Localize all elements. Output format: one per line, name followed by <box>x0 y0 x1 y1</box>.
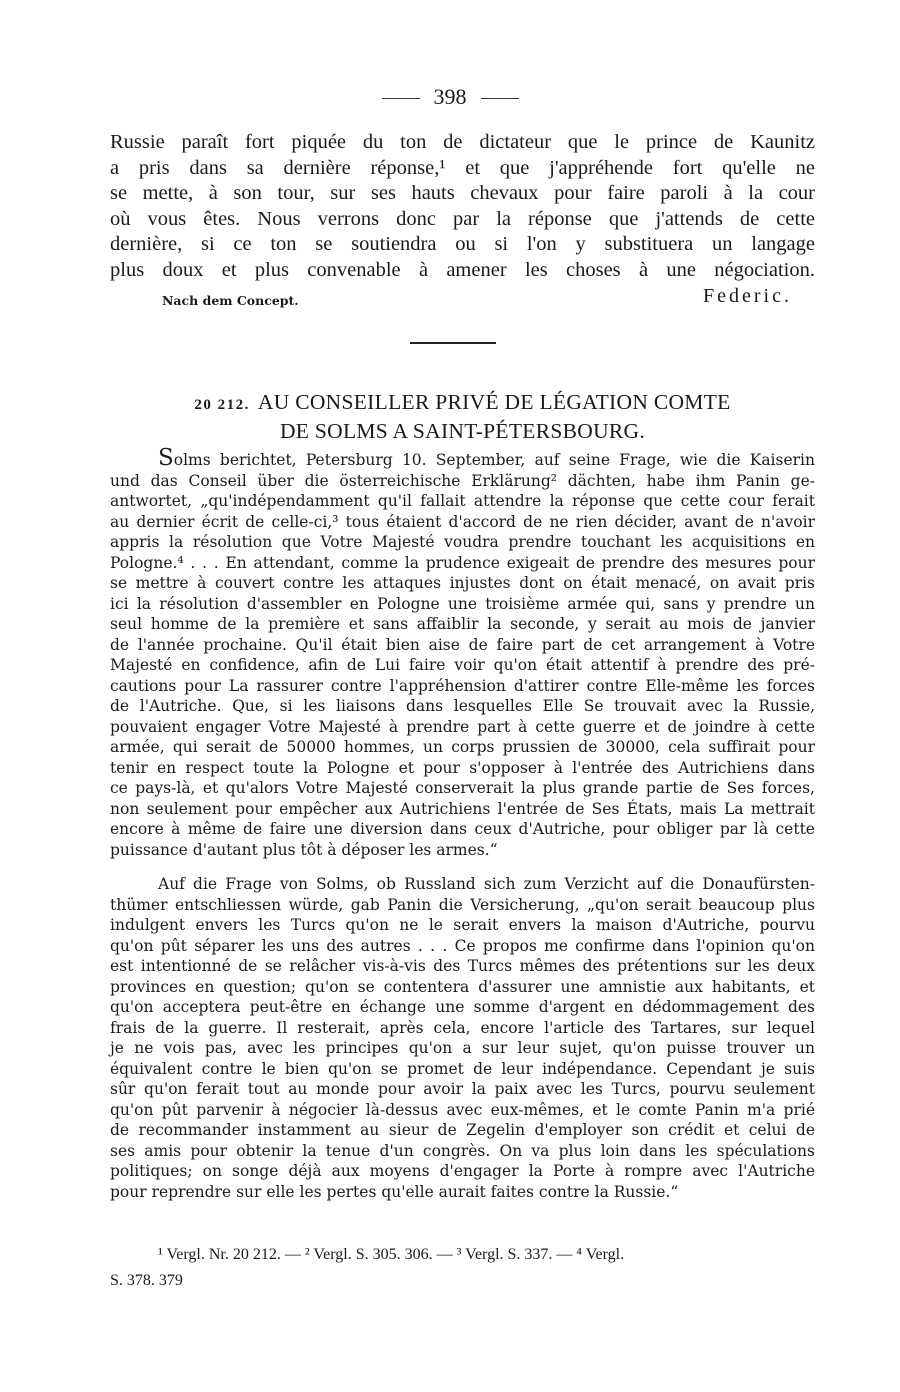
text-line: und das Conseil über die österreichische Erklärung² dächten, habe ihm Panin ge- <box>110 471 815 490</box>
text-line: se mettre à couvert contre les attaques injustes dont on était menacé, on avait pris <box>110 574 815 592</box>
text-line: plus doux et plus convenable à amener les choses à une négociation. <box>110 258 815 281</box>
text-line: de l'Autriche. Que, si les liaisons dans lesquelles Elle Se trouvait avec la Russie, <box>110 697 815 715</box>
text-line: ici la résolution d'assembler en Pologne une troisième armée qui, sans y prendre un <box>110 594 815 613</box>
text-line: qu'on pût séparer les uns des autres . . . Ce propos me confirme dans l'opinion qu'on <box>110 936 815 955</box>
text-line: ce pays-là, et qu'alors Votre Majesté conserverait la plus grande partie de Ses forces, <box>110 779 815 797</box>
text-line: encore à même de faire une diversion dans ceux d'Autriche, pour obliger par là cette <box>110 820 815 838</box>
page-number <box>0 84 900 110</box>
text-line: cautions pour La rassurer contre l'appréhension d'attirer contre Elle-même les forces <box>110 676 815 695</box>
closing-row <box>162 285 792 311</box>
text-line: au dernier écrit de celle-ci,³ tous étaient d'accord de ne rien décider, avant de n'avoir <box>110 512 815 531</box>
text-line: seul homme de la première et sans affaiblir la seconde, y serait au mois de janvier <box>110 615 815 633</box>
page-number-left-dash <box>382 98 420 99</box>
text-line: pouvaient engager Votre Majesté à prendre part à cette guerre et de joindre à cette <box>110 717 815 736</box>
footnote-line: ¹ Vergl. Nr. 20 212. — ² Vergl. S. 305. 306. — ³ Vergl. S. 337. — ⁴ Vergl. <box>158 1246 625 1263</box>
text-line: est intentionné de se relâcher vis-à-vis des Turcs mêmes des prétentions sur les deux <box>110 957 815 975</box>
text-line: Pologne.⁴ . . . En attendant, comme la prudence exigeait de prendre des mesures pour <box>110 553 815 572</box>
text-line: dernière, si ce ton se soutiendra ou si l'on y substituera un langage <box>110 233 815 255</box>
source-note: Nach dem Concept. <box>162 293 299 308</box>
footnote-line: S. 378. 379 <box>110 1272 183 1289</box>
text-line: tenir en respect toute la Pologne et pour s'opposer à l'entrée des Autrichiens dans <box>110 758 815 777</box>
text-line: ses amis pour obtenir la tenue d'un congrès. On va plus loin dans les spéculations <box>110 1141 815 1160</box>
text-line: thümer entschliessen würde, gab Panin die Versicherung, „qu'on serait beaucoup plus <box>110 895 815 914</box>
lead-paragraph <box>110 130 815 283</box>
page-number-text: 398 <box>433 84 467 109</box>
text-line: de l'année prochaine. Qu'il était bien aise de faire part de cet arrangement à Votre <box>110 635 815 654</box>
text-line: Auf die Frage von Solms, ob Russland sich zum Verzicht auf die Donaufürsten- <box>158 875 815 893</box>
section-divider <box>410 342 496 344</box>
heading-title-1: AU CONSEILLER PRIVÉ DE LÉGATION COMTE <box>257 390 731 414</box>
text-line: politiques; on songe déjà aux moyens d'engager la Porte à rompre avec l'Autriche <box>110 1162 815 1180</box>
body-paragraph-1 <box>110 445 815 860</box>
signature: Federic. <box>703 285 792 307</box>
text-line: Majesté en confidence, afin de Lui faire voir qu'on était attentif à prendre des pré- <box>110 656 815 674</box>
text-line: de recommander instamment au sieur de Zegelin d'employer son crédit et celui de <box>110 1121 815 1139</box>
text-line <box>110 445 815 471</box>
text-line: sûr qu'on ferait tout au monde pour avoir la paix avec les Turcs, pourvu seulement <box>110 1080 815 1098</box>
text-line: puissance d'autant plus tôt à déposer les armes.“ <box>110 840 498 859</box>
text-line: équivalent contre le bien qu'on se promet de leur indépendance. Cependant je suis <box>110 1059 815 1078</box>
text-line: frais de la guerre. Il resterait, après cela, encore l'article des Tartares, sur lequel <box>110 1018 815 1037</box>
heading-title-2: DE SOLMS A SAINT-PÉTERSBOURG. <box>279 419 646 443</box>
drop-cap: S <box>158 445 174 471</box>
text-line: provinces en question; qu'on se contentera d'assurer une amnistie aux habitants, et <box>110 977 815 996</box>
text-line: qu'on pût parvenir à négocier là-dessus avec eux-mêmes, et le comte Panin m'a prié <box>110 1100 815 1119</box>
letter-number: 20 212. <box>194 397 250 413</box>
text-line: Russie paraît fort piquée du ton de dictateur que le prince de Kaunitz <box>110 131 815 153</box>
text-line: a pris dans sa dernière réponse,¹ et que j'appréhende fort qu'elle ne <box>110 156 815 179</box>
text-line-content: olms berichtet, Petersburg 10. September, auf seine Frage, wie die Kaiserin <box>173 451 815 469</box>
heading-line-1 <box>110 389 815 418</box>
text-line: qu'on acceptera peut-être en échange une somme d'argent en dédommagement des <box>110 998 815 1016</box>
text-line: indulgent envers les Turcs qu'on ne le serait envers la maison d'Autriche, pourvu <box>110 916 815 934</box>
letter-heading <box>110 389 815 444</box>
text-line: je ne vois pas, avec les principes qu'on a sur leur sujet, qu'on puisse trouver un <box>110 1039 815 1057</box>
text-line: pour reprendre sur elle les pertes qu'elle aurait faites contre la Russie.“ <box>110 1182 679 1201</box>
text-line: armée, qui serait de 50000 hommes, un corps prussien de 30000, cela suffirait pour <box>110 738 815 756</box>
body-paragraph-2 <box>110 874 815 1202</box>
text-line: appris la résolution que Votre Majesté voudra prendre touchant les acquisitions en <box>110 533 815 551</box>
text-line: non seulement pour empêcher aux Autrichiens l'entrée de Ses États, mais La mettrait <box>110 799 815 818</box>
text-line: se mette, à son tour, sur ses hauts chevaux pour faire paroli à la cour <box>110 182 815 204</box>
text-line: où vous êtes. Nous verrons donc par la réponse que j'attends de cette <box>110 207 815 230</box>
text-line: antwortet, „qu'indépendamment qu'il fallait attendre la réponse que cette cour ferait <box>110 492 815 510</box>
footnotes <box>110 1242 815 1294</box>
page-number-right-dash <box>481 98 519 99</box>
